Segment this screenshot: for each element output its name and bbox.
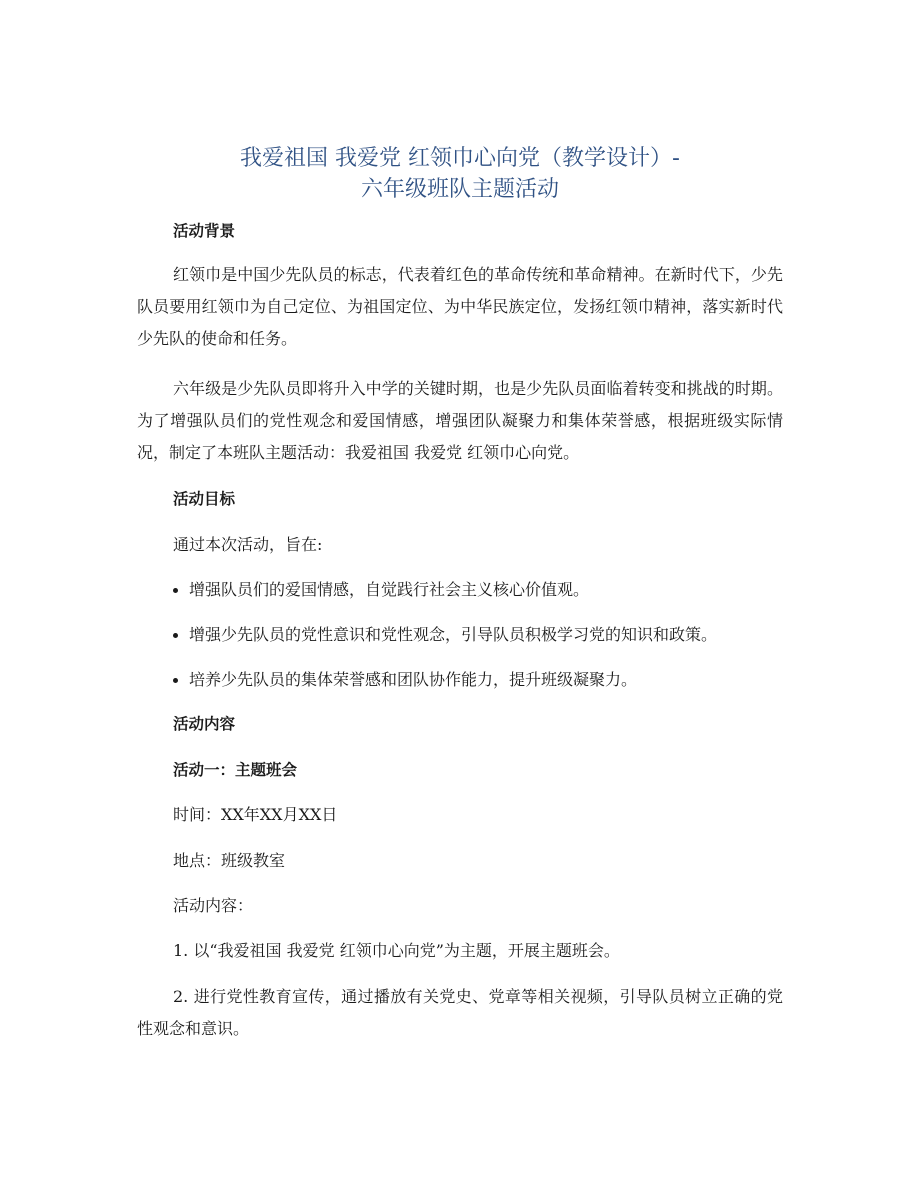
goals-intro: 通过本次活动，旨在: (173, 535, 323, 554)
document-title (137, 143, 783, 205)
section-heading-background: 活动背景 (173, 222, 236, 240)
goal-bullet-item (173, 619, 819, 651)
activity-1-item-1: 1. 以“我爱祖国 我爱党 红领巾心向党”为主题，开展主题班会。 (173, 941, 620, 960)
activity-1-time: 时间：XX年XX月XX日 (173, 805, 338, 824)
goal-bullet-text: 增强少先队员的党性意识和党性观念，引导队员积极学习党的知识和政策。 (189, 625, 718, 644)
title-line-2: 六年级班队主题活动 (360, 177, 559, 202)
bullet-icon (173, 633, 178, 638)
activity-1-content-label: 活动内容： (173, 896, 254, 915)
activity-1-item-2: 2. 进行党性教育宣传，通过播放有关党史、党章等相关视频，引导队员树立正确的党性观念和意识。 (137, 987, 783, 1038)
activity-1-heading: 活动一：主题班会 (173, 761, 298, 779)
bullet-icon (173, 588, 178, 593)
background-paragraph-2: 六年级是少先队员即将升入中学的关键时期，也是少先队员面临着转变和挑战的时期。为了增强队员们的党性观念和爱国情感，增强团队凝聚力和集体荣誉感，根据班级实际情况，制定了本班队主题活动：我爱祖国 我爱党 红领巾心向党。 (137, 379, 783, 462)
section-heading-content: 活动内容 (173, 715, 236, 733)
background-paragraph-1: 红领巾是中国少先队员的标志，代表着红色的革命传统和革命精神。在新时代下，少先队员要用红领巾为自己定位、为祖国定位、为中华民族定位，发扬红领巾精神，落实新时代少先队的使命和任务。 (137, 265, 783, 348)
bullet-icon (173, 678, 178, 683)
activity-1-location: 地点：班级教室 (173, 851, 286, 870)
title-line-1: 我爱祖国 我爱党 红领巾心向党（教学设计）- (240, 146, 680, 171)
goal-bullet-text: 增强队员们的爱国情感，自觉践行社会主义核心价值观。 (189, 580, 590, 599)
section-heading-goals: 活动目标 (173, 490, 236, 508)
goal-bullet-item (173, 664, 819, 696)
goal-bullet-text: 培养少先队员的集体荣誉感和团队协作能力，提升班级凝聚力。 (189, 670, 638, 689)
goal-bullet-item (173, 574, 819, 606)
